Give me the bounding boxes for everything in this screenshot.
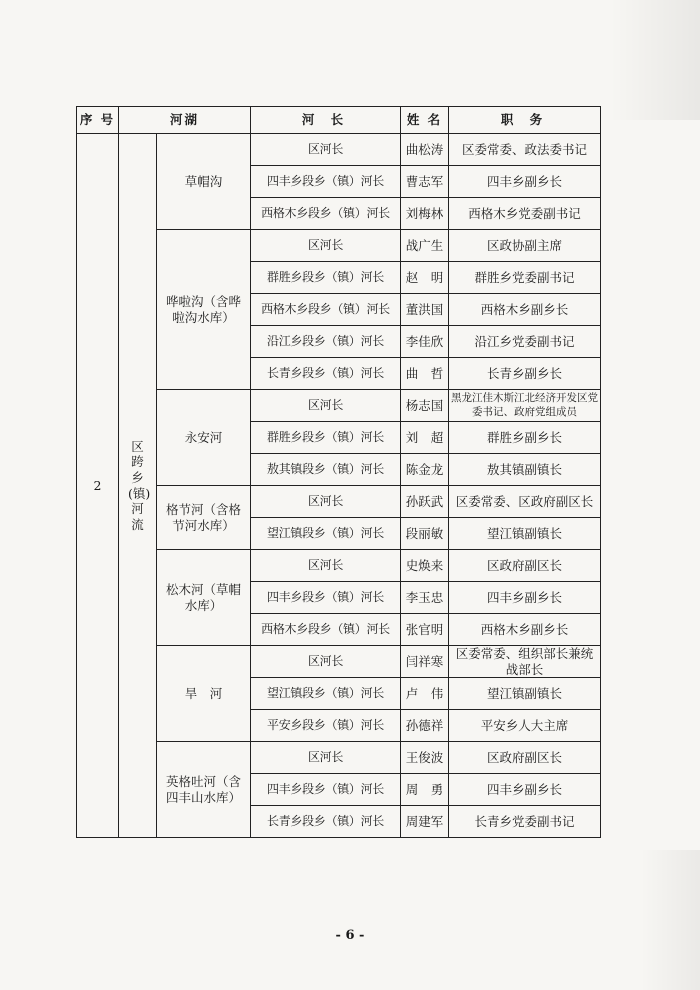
duty-cell: 望江镇副镇长 (449, 678, 601, 710)
duty-cell: 四丰乡副乡长 (449, 774, 601, 806)
chief-cell: 望江镇段乡（镇）河长 (251, 678, 401, 710)
header-name: 姓 名 (401, 107, 449, 134)
chief-cell: 区河长 (251, 550, 401, 582)
duty-cell: 西格木乡副乡长 (449, 294, 601, 326)
duty-cell: 长青乡党委副书记 (449, 806, 601, 838)
chief-cell: 平安乡段乡（镇）河长 (251, 710, 401, 742)
chief-cell: 区河长 (251, 742, 401, 774)
duty-cell: 黑龙江佳木斯江北经济开发区党委书记、政府党组成员 (449, 390, 601, 422)
duty-cell: 沿江乡党委副书记 (449, 326, 601, 358)
chief-cell: 望江镇段乡（镇）河长 (251, 518, 401, 550)
chief-cell: 区河长 (251, 646, 401, 678)
seq-cell: 2 (77, 134, 119, 838)
name-cell: 张官明 (401, 614, 449, 646)
name-cell: 曲 哲 (401, 358, 449, 390)
name-cell: 杨志国 (401, 390, 449, 422)
chief-cell: 四丰乡段乡（镇）河长 (251, 582, 401, 614)
chief-cell: 西格木乡段乡（镇）河长 (251, 198, 401, 230)
chief-cell: 四丰乡段乡（镇）河长 (251, 166, 401, 198)
table-row (77, 134, 601, 166)
duty-cell: 平安乡人大主席 (449, 710, 601, 742)
river-name-cell: 松木河（草帽水库） (157, 550, 251, 646)
page-edge-shadow (610, 0, 700, 120)
name-cell: 曲松涛 (401, 134, 449, 166)
duty-cell: 四丰乡副乡长 (449, 582, 601, 614)
name-cell: 周建军 (401, 806, 449, 838)
river-name-cell: 旱 河 (157, 646, 251, 742)
chief-cell: 敖其镇段乡（镇）河长 (251, 454, 401, 486)
river-name-cell: 哗啦沟（含哗啦沟水库） (157, 230, 251, 390)
duty-cell: 区委常委、区政府副区长 (449, 486, 601, 518)
name-cell: 孙德祥 (401, 710, 449, 742)
name-cell: 刘梅林 (401, 198, 449, 230)
name-cell: 李佳欣 (401, 326, 449, 358)
header-river-lake: 河湖 (119, 107, 251, 134)
chief-cell: 区河长 (251, 486, 401, 518)
duty-cell: 四丰乡副乡长 (449, 166, 601, 198)
header-duty: 职 务 (449, 107, 601, 134)
chief-cell: 区河长 (251, 230, 401, 262)
category-cell: 区跨乡(镇)河流 (119, 134, 157, 838)
duty-cell: 区政府副区长 (449, 550, 601, 582)
name-cell: 孙跃武 (401, 486, 449, 518)
name-cell: 李玉忠 (401, 582, 449, 614)
name-cell: 战广生 (401, 230, 449, 262)
river-name-cell: 草帽沟 (157, 134, 251, 230)
river-name-cell: 格节河（含格节河水库） (157, 486, 251, 550)
name-cell: 刘 超 (401, 422, 449, 454)
duty-cell: 群胜乡党委副书记 (449, 262, 601, 294)
page-number: - 6 - (335, 928, 365, 943)
duty-cell: 敖其镇副镇长 (449, 454, 601, 486)
duty-cell: 西格木乡党委副书记 (449, 198, 601, 230)
chief-cell: 区河长 (251, 134, 401, 166)
duty-cell: 区政府副区长 (449, 742, 601, 774)
name-cell: 董洪国 (401, 294, 449, 326)
name-cell: 史焕来 (401, 550, 449, 582)
page-edge-shadow-bottom (640, 850, 700, 990)
name-cell: 曹志军 (401, 166, 449, 198)
river-chief-table (76, 106, 601, 838)
name-cell: 王俊波 (401, 742, 449, 774)
river-name-cell: 永安河 (157, 390, 251, 486)
chief-cell: 沿江乡段乡（镇）河长 (251, 326, 401, 358)
duty-cell: 区政协副主席 (449, 230, 601, 262)
chief-cell: 西格木乡段乡（镇）河长 (251, 614, 401, 646)
duty-cell: 群胜乡副乡长 (449, 422, 601, 454)
header-chief: 河 长 (251, 107, 401, 134)
chief-cell: 四丰乡段乡（镇）河长 (251, 774, 401, 806)
header-seq: 序 号 (77, 107, 119, 134)
name-cell: 赵 明 (401, 262, 449, 294)
chief-cell: 区河长 (251, 390, 401, 422)
name-cell: 段丽敏 (401, 518, 449, 550)
river-name-cell: 英格吐河（含四丰山水库） (157, 742, 251, 838)
chief-cell: 长青乡段乡（镇）河长 (251, 806, 401, 838)
duty-cell: 西格木乡副乡长 (449, 614, 601, 646)
chief-cell: 西格木乡段乡（镇）河长 (251, 294, 401, 326)
name-cell: 卢 伟 (401, 678, 449, 710)
duty-cell: 长青乡副乡长 (449, 358, 601, 390)
chief-cell: 长青乡段乡（镇）河长 (251, 358, 401, 390)
chief-cell: 群胜乡段乡（镇）河长 (251, 262, 401, 294)
duty-cell: 区委常委、组织部长兼统战部长 (449, 646, 601, 678)
duty-cell: 望江镇副镇长 (449, 518, 601, 550)
name-cell: 陈金龙 (401, 454, 449, 486)
duty-cell: 区委常委、政法委书记 (449, 134, 601, 166)
table-body (77, 134, 601, 838)
chief-cell: 群胜乡段乡（镇）河长 (251, 422, 401, 454)
name-cell: 闫祥寒 (401, 646, 449, 678)
name-cell: 周 勇 (401, 774, 449, 806)
header-row (77, 107, 601, 134)
